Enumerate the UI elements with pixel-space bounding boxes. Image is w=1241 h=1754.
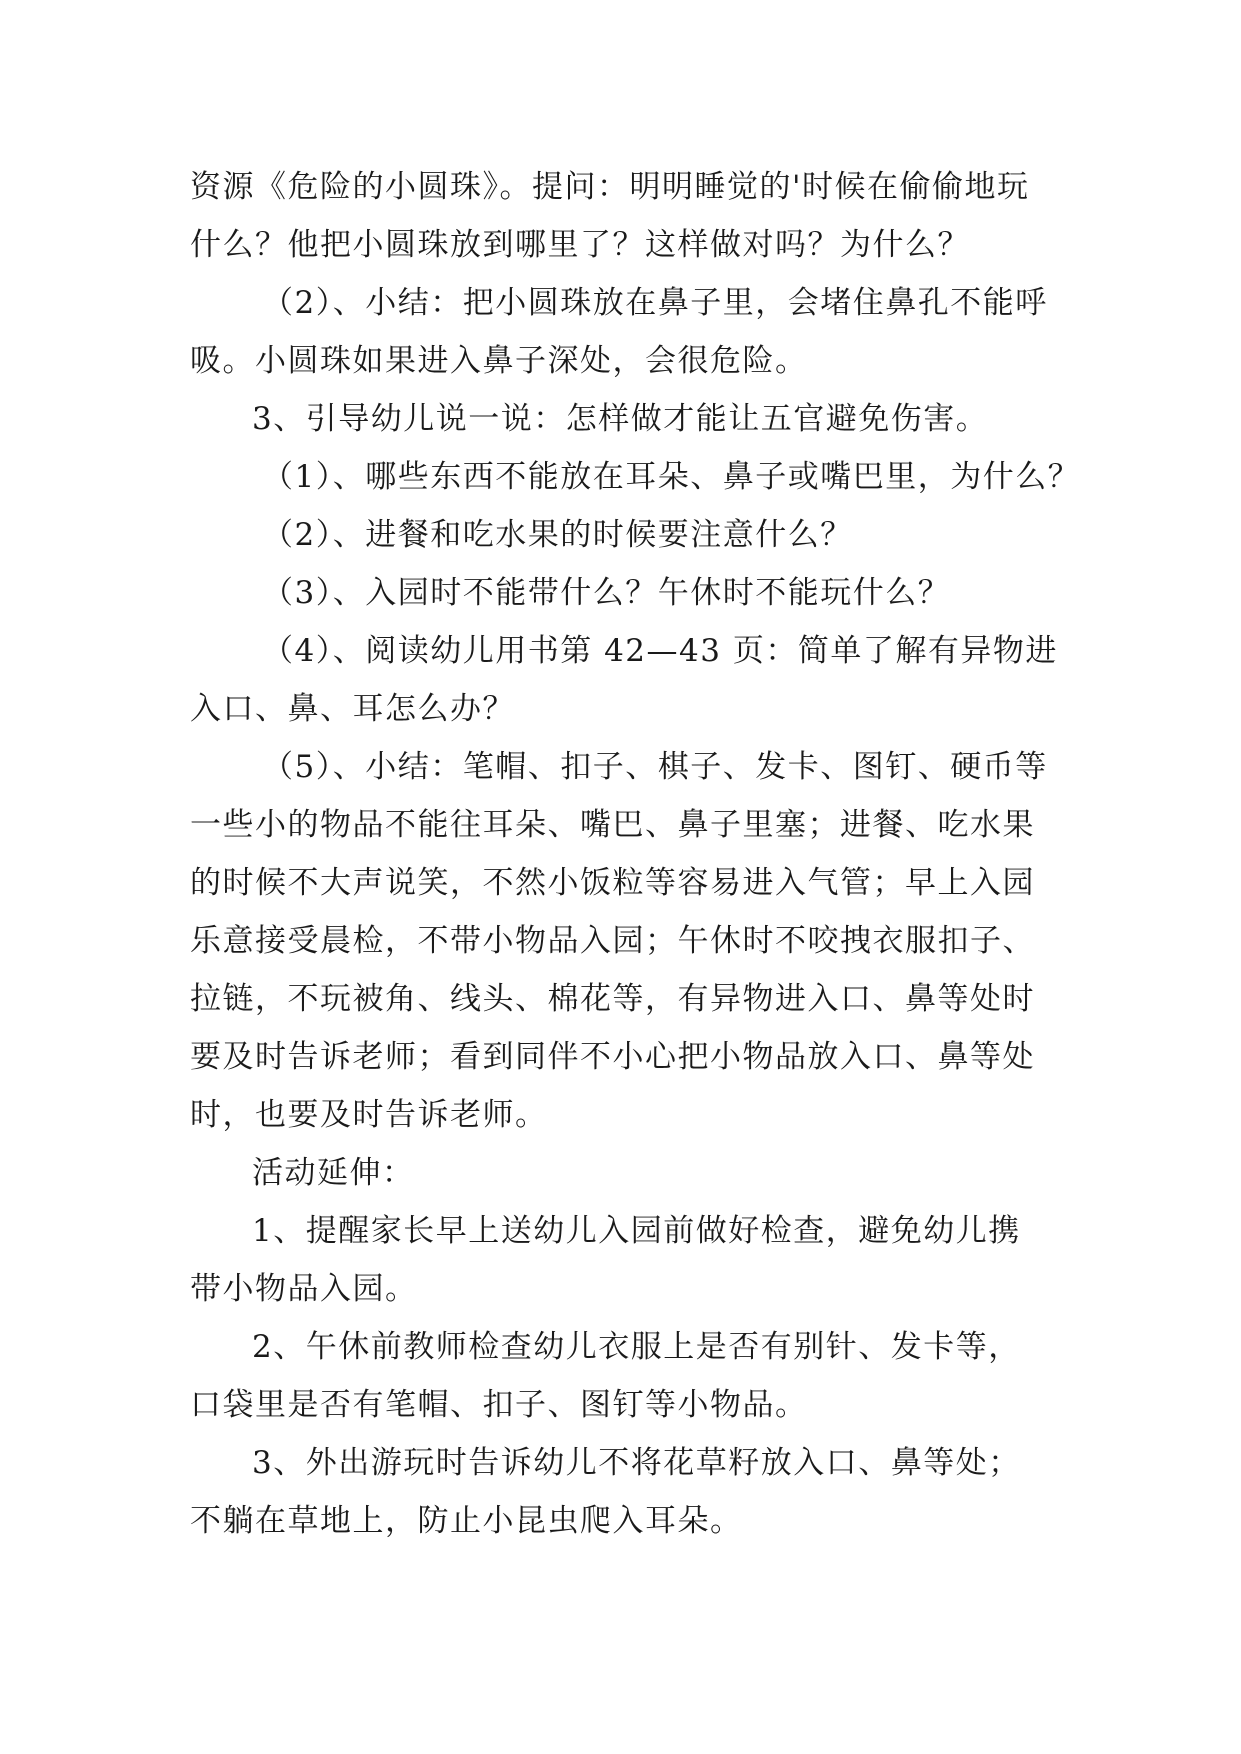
text-line: 什么？他把小圆珠放到哪里了？这样做对吗？为什么？: [190, 227, 970, 263]
text-line: 要及时告诉老师；看到同伴不小心把小物品放入口、鼻等处: [190, 1039, 1035, 1075]
text-line: 入口、鼻、耳怎么办？: [190, 691, 515, 727]
text-line: （1）、哪些东西不能放在耳朵、鼻子或嘴巴里，为什么？: [262, 459, 1081, 495]
text-line: 不躺在草地上，防止小昆虫爬入耳朵。: [190, 1503, 743, 1539]
text-line: 2、午休前教师检查幼儿衣服上是否有别针、发卡等，: [252, 1329, 1021, 1365]
text-line: 带小物品入园。: [190, 1271, 418, 1307]
text-line: （2）、进餐和吃水果的时候要注意什么？: [262, 517, 853, 553]
text-line: 吸。小圆珠如果进入鼻子深处，会很危险。: [190, 343, 808, 379]
text-line: （5）、小结：笔帽、扣子、棋子、发卡、图钉、硬币等: [262, 749, 1048, 785]
text-line: 乐意接受晨检，不带小物品入园；午休时不咬拽衣服扣子、: [190, 923, 1035, 959]
text-line: 一些小的物品不能往耳朵、嘴巴、鼻子里塞；进餐、吃水果: [190, 807, 1035, 843]
text-line: 3、外出游玩时告诉幼儿不将花草籽放入口、鼻等处；: [252, 1445, 1021, 1481]
text-line: 3、引导幼儿说一说：怎样做才能让五官避免伤害。: [252, 401, 989, 437]
text-line: 时，也要及时告诉老师。: [190, 1097, 548, 1133]
text-line: （3）、入园时不能带什么？午休时不能玩什么？: [262, 575, 951, 611]
section-heading: 活动延伸：: [252, 1155, 415, 1191]
text-line: 拉链，不玩被角、线头、棉花等，有异物进入口、鼻等处时: [190, 981, 1035, 1017]
text-line: 口袋里是否有笔帽、扣子、图钉等小物品。: [190, 1387, 808, 1423]
text-line: （2）、小结：把小圆珠放在鼻子里，会堵住鼻孔不能呼: [262, 285, 1048, 321]
text-line: 资源《危险的小圆珠》。提问：明明睡觉的'时候在偷偷地玩: [190, 169, 1030, 205]
text-line: 1、提醒家长早上送幼儿入园前做好检查，避免幼儿携: [252, 1213, 1021, 1249]
text-line: 的时候不大声说笑，不然小饭粒等容易进入气管；早上入园: [190, 865, 1035, 901]
text-line: （4）、阅读幼儿用书第 42—43 页：简单了解有异物进: [262, 633, 1058, 669]
